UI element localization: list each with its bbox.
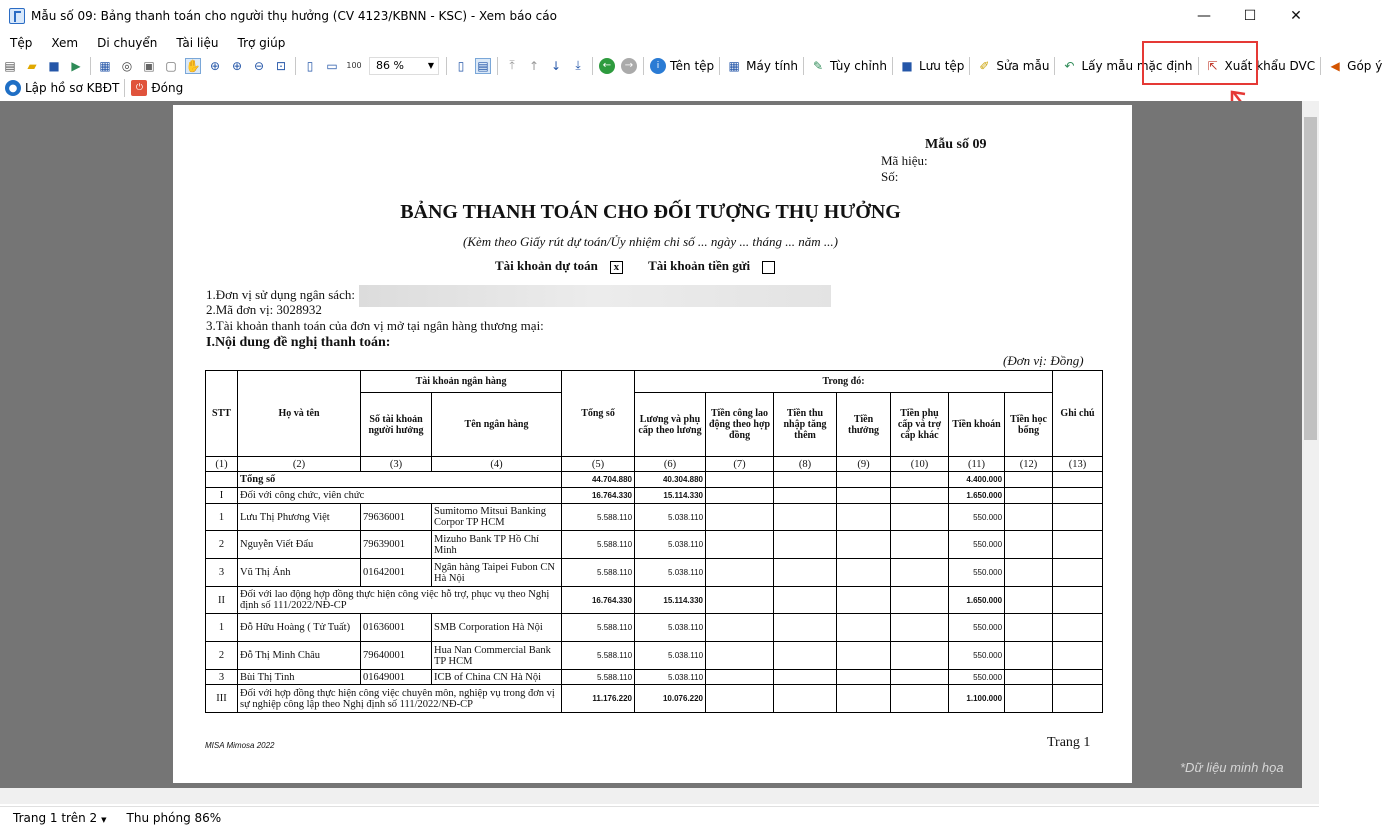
row-total: 5.588.110 xyxy=(562,670,635,685)
colnum: (10) xyxy=(891,457,949,472)
unit-label: 1.Đơn vị sử dụng ngân sách: xyxy=(206,286,355,302)
header-extra-income: Tiền thu nhập tăng thêm xyxy=(774,393,837,457)
section-heading: I.Nội dung đề nghị thanh toán: xyxy=(206,335,391,350)
separator xyxy=(892,57,893,75)
row-account: 01636001 xyxy=(361,614,432,642)
zoom-in-icon[interactable]: ⊕ xyxy=(231,58,243,73)
redacted-unit-name xyxy=(359,285,831,307)
edit-template-button[interactable] xyxy=(973,58,1051,74)
group-stt: I xyxy=(206,488,238,504)
row-bank: Sumitomo Mitsui Banking Corpor TP HCM xyxy=(432,504,562,531)
window-title: Mẫu số 09: Bảng thanh toán cho người thụ hưởng (CV 4123/KBNN - KSC) - Xem báo cáo xyxy=(31,8,557,23)
group-total: 16.764.330 xyxy=(562,587,635,614)
group-total: 16.764.330 xyxy=(562,488,635,504)
header-of-which: Trong đó: xyxy=(635,371,1053,393)
deposit-account-label: Tài khoản tiền gửi xyxy=(648,258,751,273)
title-bar xyxy=(0,0,1319,31)
table-row xyxy=(206,504,1103,531)
row-lump-sum: 550.000 xyxy=(949,559,1005,587)
multi-page-icon[interactable]: ▤ xyxy=(475,58,491,74)
zoom-select[interactable] xyxy=(369,57,439,75)
window-controls xyxy=(1181,0,1319,31)
app-icon xyxy=(9,8,25,24)
separator xyxy=(90,57,91,75)
column-number-row xyxy=(206,457,1103,472)
group-lump-sum: 1.650.000 xyxy=(949,488,1005,504)
separator xyxy=(1054,57,1055,75)
save-file-label: Lưu tệp xyxy=(918,58,965,73)
feedback-label: Góp ý xyxy=(1347,58,1383,73)
globe-icon: ● xyxy=(5,80,21,96)
feedback-button[interactable] xyxy=(1324,58,1384,74)
highlight-box xyxy=(1142,41,1258,85)
row-stt: 1 xyxy=(206,614,238,642)
back-icon[interactable]: ← xyxy=(599,58,615,74)
total-amount: 44.704.880 xyxy=(562,472,635,488)
fit-width-icon[interactable]: ▭ xyxy=(326,58,338,73)
close-button[interactable]: ✕ xyxy=(1290,7,1302,24)
row-account: 79640001 xyxy=(361,642,432,670)
group-label: Đối với hợp đồng thực hiện công việc chuyên môn, nghiệp vụ trong đơn vị sự nghiệp công lập theo Nghị định số 111/2022/NĐ-CP xyxy=(238,685,562,713)
report-title: BẢNG THANH TOÁN CHO ĐỐI TƯỢNG THỤ HƯỞNG xyxy=(400,201,901,223)
calculator-button[interactable] xyxy=(723,58,800,74)
budget-account-label: Tài khoản dự toán xyxy=(495,258,598,273)
row-account: 01649001 xyxy=(361,670,432,685)
first-page-icon[interactable]: ⤒ xyxy=(509,58,515,72)
megaphone-icon: ◀ xyxy=(1330,58,1340,73)
row-bank: Ngân hàng Taipei Fubon CN Hà Nội xyxy=(432,559,562,587)
secondary-toolbar xyxy=(0,78,185,98)
page-indicator-label: Trang 1 trên 2 xyxy=(13,810,98,825)
group-salary: 15.114.330 xyxy=(635,488,706,504)
row-name: Lưu Thị Phương Việt xyxy=(238,504,361,531)
row-lump-sum: 550.000 xyxy=(949,642,1005,670)
group-lump-sum: 1.100.000 xyxy=(949,685,1005,713)
form-number: Mẫu số 09 xyxy=(925,137,987,152)
header-bank-name: Tên ngân hàng xyxy=(432,393,562,457)
group-total: 11.176.220 xyxy=(562,685,635,713)
open-icon[interactable]: ▰ xyxy=(27,58,37,73)
watermark: *Dữ liệu minh họa xyxy=(1180,760,1284,775)
file-name-button[interactable] xyxy=(647,58,716,74)
row-total: 5.588.110 xyxy=(562,642,635,670)
menu-view[interactable]: Xem xyxy=(51,36,79,50)
zoom-region-icon[interactable]: ⊡ xyxy=(275,58,287,73)
row-lump-sum: 550.000 xyxy=(949,670,1005,685)
row-name: Bùi Thị Tình xyxy=(238,670,361,685)
colnum: (3) xyxy=(361,457,432,472)
row-name: Đỗ Thị Minh Châu xyxy=(238,642,361,670)
row-salary: 5.038.110 xyxy=(635,559,706,587)
row-total: 5.588.110 xyxy=(562,559,635,587)
group-row xyxy=(206,488,1103,504)
row-stt: 2 xyxy=(206,642,238,670)
menu-document[interactable]: Tài liệu xyxy=(176,36,219,50)
vertical-scroll-thumb[interactable] xyxy=(1304,117,1317,440)
chevron-down-icon: ▼ xyxy=(101,815,107,824)
header-bank-account: Tài khoản ngân hàng xyxy=(361,371,562,393)
budget-account-checkbox: x xyxy=(610,261,623,274)
separator xyxy=(803,57,804,75)
table-row xyxy=(206,670,1103,685)
group-label: Đối với công chức, viên chức xyxy=(238,488,562,504)
row-stt: 3 xyxy=(206,559,238,587)
header-bonus: Tiền thưởng xyxy=(837,393,891,457)
colnum: (12) xyxy=(1005,457,1053,472)
page-footer: Trang 1 xyxy=(1047,735,1091,750)
separator xyxy=(969,57,970,75)
customize-button[interactable] xyxy=(807,58,889,74)
colnum: (2) xyxy=(238,457,361,472)
separator xyxy=(446,57,447,75)
colnum: (8) xyxy=(774,457,837,472)
header-account-no: Số tài khoản người hưởng xyxy=(361,393,432,457)
edit-template-label: Sửa mẫu xyxy=(996,58,1050,73)
chevron-down-icon: ▼ xyxy=(427,61,434,70)
separator xyxy=(124,79,125,97)
hand-tool-icon[interactable]: ✋ xyxy=(185,58,201,73)
forward-icon[interactable]: → xyxy=(621,58,637,74)
form-number-field: Số: xyxy=(881,169,899,184)
header-scholarship: Tiền học bổng xyxy=(1005,393,1053,457)
row-account: 01642001 xyxy=(361,559,432,587)
menu-navigate[interactable]: Di chuyển xyxy=(97,36,158,50)
last-page-icon[interactable]: ⤓ xyxy=(575,58,581,72)
row-salary: 5.038.110 xyxy=(635,670,706,685)
power-icon: ⏻ xyxy=(131,80,147,96)
colnum: (5) xyxy=(562,457,635,472)
table-icon[interactable]: ▦ xyxy=(99,58,111,73)
default-template-label: Lấy mẫu mặc định xyxy=(1081,58,1193,73)
header-name: Họ và tên xyxy=(238,371,361,457)
prev-page-icon[interactable]: ↑ xyxy=(528,58,540,73)
save-icon[interactable]: ■ xyxy=(48,58,60,73)
colnum: (1) xyxy=(206,457,238,472)
header-lump-sum: Tiền khoán xyxy=(949,393,1005,457)
calculator-label: Máy tính xyxy=(746,58,799,73)
main-toolbar xyxy=(0,54,1383,77)
status-bar xyxy=(0,806,1319,828)
row-stt: 3 xyxy=(206,670,238,685)
table-row xyxy=(206,614,1103,642)
row-lump-sum: 550.000 xyxy=(949,614,1005,642)
group-label: Đối với lao động hợp đồng thực hiện công việc hỗ trợ, phục vụ theo Nghị định số 111/2022/NĐ-CP xyxy=(238,587,562,614)
preview-icon[interactable]: ▢ xyxy=(165,58,177,73)
form-code: Mã hiệu: xyxy=(881,153,928,168)
colnum: (11) xyxy=(949,457,1005,472)
row-lump-sum: 550.000 xyxy=(949,504,1005,531)
table-row xyxy=(206,642,1103,670)
row-lump-sum: 550.000 xyxy=(949,531,1005,559)
zoom-tool-icon[interactable]: ⊕ xyxy=(209,58,221,73)
row-bank: Hua Nan Commercial Bank TP HCM xyxy=(432,642,562,670)
kbdt-button[interactable] xyxy=(2,80,121,96)
undo-icon: ↶ xyxy=(1064,58,1075,73)
currency-unit: (Đơn vị: Đồng) xyxy=(1003,353,1084,368)
total-label: Tổng số xyxy=(238,472,562,488)
header-stt: STT xyxy=(206,371,238,457)
header-total: Tổng số xyxy=(562,371,635,457)
row-salary: 5.038.110 xyxy=(635,531,706,559)
group-stt: II xyxy=(206,587,238,614)
table-row xyxy=(206,531,1103,559)
edit-template-icon: ✐ xyxy=(979,58,990,73)
total-salary: 40.304.880 xyxy=(635,472,706,488)
report-page xyxy=(173,105,1132,783)
group-salary: 10.076.220 xyxy=(635,685,706,713)
row-bank: SMB Corporation Hà Nội xyxy=(432,614,562,642)
floppy-icon: ■ xyxy=(901,58,913,73)
row-name: Đỗ Hữu Hoàng ( Tử Tuất) xyxy=(238,614,361,642)
report-subtitle: (Kèm theo Giấy rút dự toán/Ủy nhiệm chi số ... ngày ... tháng ... năm ...) xyxy=(462,234,838,249)
customize-icon: ✎ xyxy=(813,58,824,73)
menu-bar xyxy=(0,33,294,53)
page-indicator[interactable] xyxy=(13,811,107,825)
zoom-value: 86 % xyxy=(376,59,404,72)
single-page-icon[interactable]: ▯ xyxy=(457,58,465,73)
row-total: 5.588.110 xyxy=(562,531,635,559)
separator xyxy=(295,57,296,75)
separator xyxy=(592,57,593,75)
separator xyxy=(1320,57,1321,75)
colnum: (9) xyxy=(837,457,891,472)
colnum: (13) xyxy=(1053,457,1103,472)
group-lump-sum: 1.650.000 xyxy=(949,587,1005,614)
horizontal-scrollbar[interactable] xyxy=(0,788,1302,804)
colnum: (7) xyxy=(706,457,774,472)
row-salary: 5.038.110 xyxy=(635,614,706,642)
header-note: Ghi chú xyxy=(1053,371,1103,457)
row-total: 5.588.110 xyxy=(562,504,635,531)
group-stt: III xyxy=(206,685,238,713)
table-row xyxy=(206,559,1103,587)
total-lump-sum: 4.400.000 xyxy=(949,472,1005,488)
separator xyxy=(719,57,720,75)
export-dvc-icon: ⇱ xyxy=(1207,58,1218,73)
customize-label: Tùy chỉnh xyxy=(830,58,887,73)
deposit-account-checkbox xyxy=(762,261,775,274)
fit-page-icon[interactable]: ▯ xyxy=(306,58,314,73)
export-icon[interactable]: ▶ xyxy=(71,58,81,73)
row-name: Vũ Thị Ánh xyxy=(238,559,361,587)
close-report-button[interactable] xyxy=(128,80,185,96)
row-account: 79636001 xyxy=(361,504,432,531)
actual-size-icon[interactable]: 100 xyxy=(346,61,362,70)
row-salary: 5.038.110 xyxy=(635,642,706,670)
zoom-status: Thu phóng 86% xyxy=(126,810,222,825)
row-stt: 2 xyxy=(206,531,238,559)
print-icon[interactable]: ▤ xyxy=(4,58,16,73)
row-salary: 5.038.110 xyxy=(635,504,706,531)
zoom-out-icon[interactable]: ⊖ xyxy=(253,58,265,73)
menu-help[interactable]: Trợ giúp xyxy=(237,36,286,50)
bank-account-line: 3.Tài khoản thanh toán của đơn vị mở tại ngân hàng thương mại: xyxy=(206,318,544,333)
find-icon[interactable]: ◎ xyxy=(121,58,133,73)
kbdt-label: Lập hồ sơ KBĐT xyxy=(25,81,120,95)
properties-icon[interactable]: ▣ xyxy=(143,58,155,73)
header-salary: Lương và phụ cấp theo lương xyxy=(635,393,706,457)
header-allowance: Tiền phụ cấp và trợ cấp khác xyxy=(891,393,949,457)
separator xyxy=(497,57,498,75)
row-bank: Mizuho Bank TP Hồ Chí Minh xyxy=(432,531,562,559)
group-row xyxy=(206,685,1103,713)
export-dvc-label: Xuất khẩu DVC xyxy=(1224,58,1316,73)
file-name-label: Tên tệp xyxy=(670,58,715,73)
group-row xyxy=(206,587,1103,614)
menu-file[interactable]: Tệp xyxy=(10,36,33,50)
maximize-button[interactable]: ☐ xyxy=(1243,7,1257,24)
row-stt: 1 xyxy=(206,504,238,531)
close-report-label: Đóng xyxy=(151,81,184,95)
row-account: 79639001 xyxy=(361,531,432,559)
header-labor: Tiền công lao động theo hợp đồng xyxy=(706,393,774,457)
footer-software: MISA Mimosa 2022 xyxy=(205,741,275,750)
calculator-icon: ▦ xyxy=(728,58,740,73)
next-page-icon[interactable]: ↓ xyxy=(550,58,562,73)
unit-code: 2.Mã đơn vị: 3028932 xyxy=(206,302,322,317)
colnum: (6) xyxy=(635,457,706,472)
info-icon: i xyxy=(650,58,666,74)
row-bank: ICB of China CN Hà Nội xyxy=(432,670,562,685)
total-row xyxy=(206,472,1103,488)
row-total: 5.588.110 xyxy=(562,614,635,642)
separator xyxy=(643,57,644,75)
group-salary: 15.114.330 xyxy=(635,587,706,614)
row-name: Nguyễn Viết Đẩu xyxy=(238,531,361,559)
payment-table xyxy=(205,370,1103,713)
save-file-button[interactable] xyxy=(896,58,966,74)
minimize-button[interactable]: — xyxy=(1197,7,1211,24)
account-type-row xyxy=(495,258,775,274)
colnum: (4) xyxy=(432,457,562,472)
